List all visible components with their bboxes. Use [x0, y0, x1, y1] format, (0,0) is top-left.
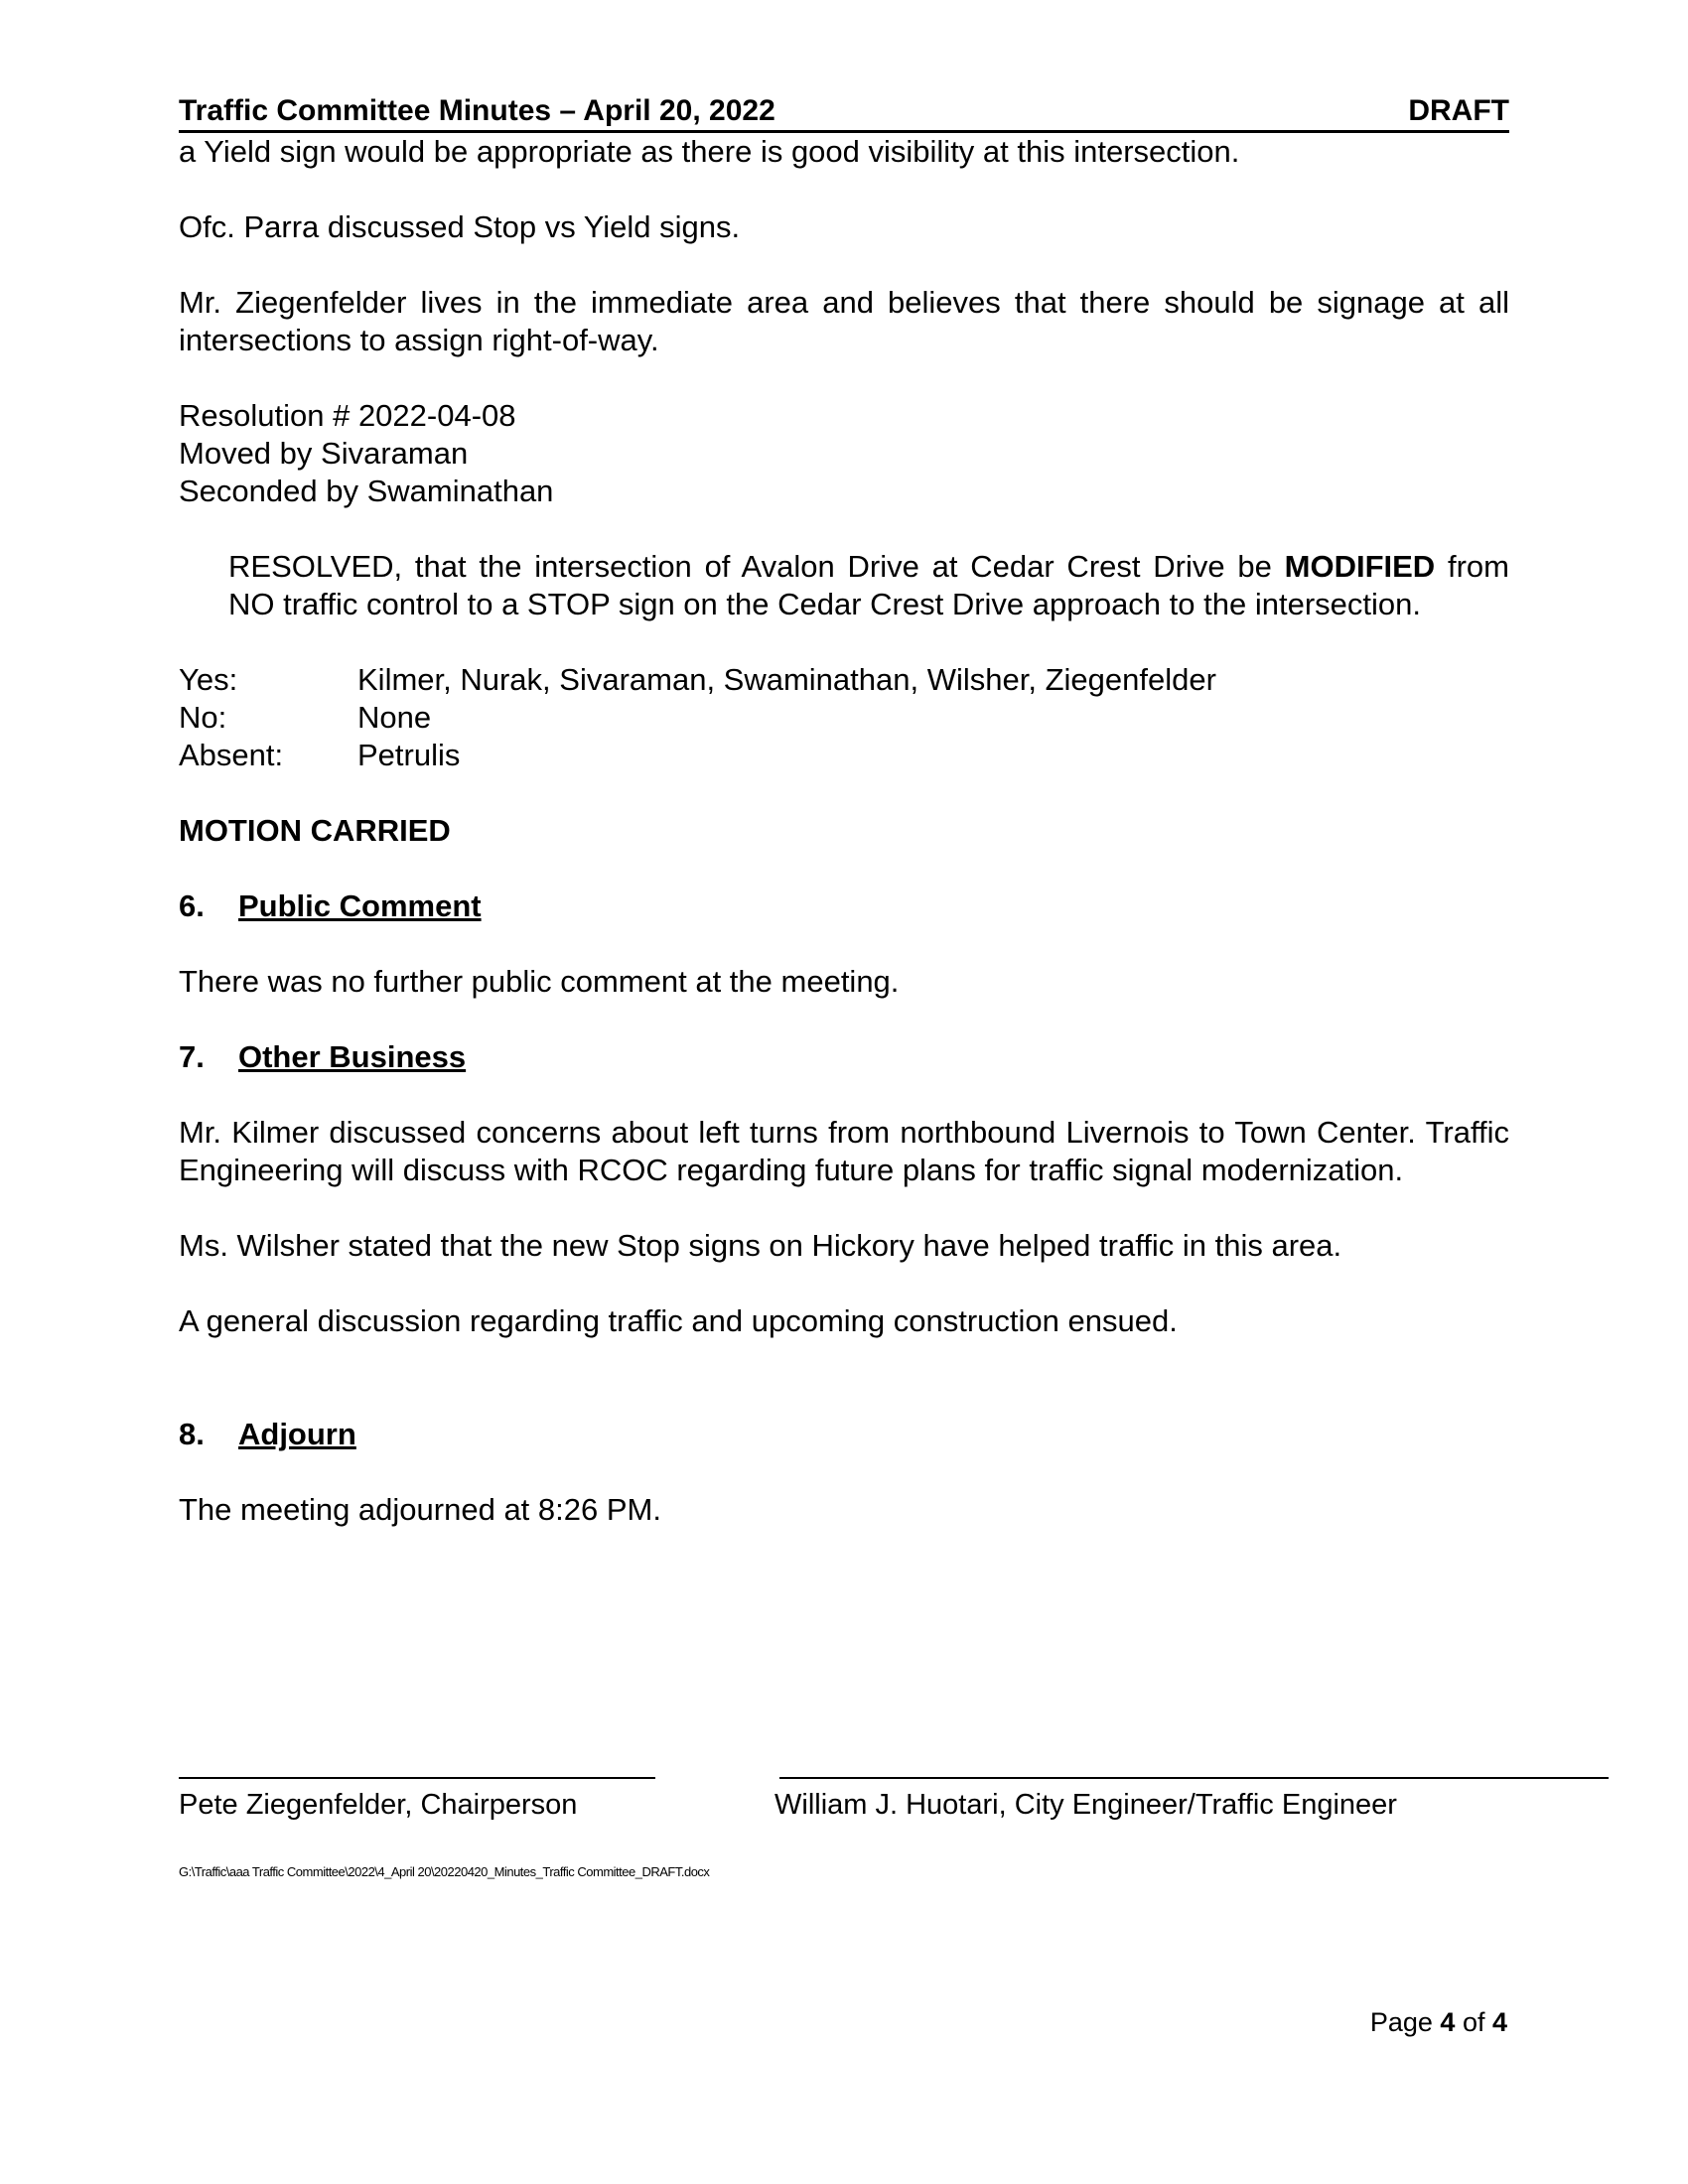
- paragraph-ziegenfelder: Mr. Ziegenfelder lives in the immediate area and believes that there should be signage at all intersections to assign right-of-way.: [179, 285, 1509, 357]
- section-7-body-general: A general discussion regarding traffic and upcoming construction ensued.: [179, 1303, 1178, 1338]
- resolution-seconded: Seconded by Swaminathan: [179, 474, 554, 508]
- vote-absent-label: Absent:: [179, 738, 284, 772]
- page-header: [179, 94, 1509, 133]
- resolution-text: [228, 548, 1509, 623]
- signature-line-chair: [179, 1777, 655, 1779]
- paragraph-yield: a Yield sign would be appropriate as there is good visibility at this intersection.: [179, 134, 1240, 169]
- vote-absent-value: Petrulis: [357, 738, 461, 772]
- vote-no: [179, 699, 1509, 737]
- page-number: 4: [1440, 2007, 1456, 2037]
- resolution-number: Resolution # 2022-04-08: [179, 398, 516, 433]
- page-total: 4: [1491, 2007, 1507, 2037]
- resolution-text-b: from NO traffic control to a STOP sign on the Cedar Crest Drive approach to the intersection.: [228, 549, 1509, 621]
- section-8-body: The meeting adjourned at 8:26 PM.: [179, 1492, 661, 1527]
- section-8-heading: [179, 1416, 1509, 1453]
- section-7-body-wilsher: Ms. Wilsher stated that the new Stop signs on Hickory have helped traffic in this area.: [179, 1228, 1342, 1263]
- page-of: of: [1455, 2007, 1492, 2037]
- signature-engineer-name: William J. Huotari, City Engineer/Traffic Engineer: [774, 1789, 1397, 1821]
- section-7-heading: [179, 1038, 1509, 1076]
- section-6-body: There was no further public comment at the meeting.: [179, 964, 900, 999]
- header-title: Traffic Committee Minutes – April 20, 2022: [179, 94, 775, 127]
- resolution-moved: Moved by Sivaraman: [179, 436, 469, 471]
- vote-absent: [179, 737, 1509, 774]
- vote-yes: [179, 661, 1509, 699]
- file-path: G:\Traffic\aaa Traffic Committee\2022\4_April 20\20220420_Minutes_Traffic Committee_DRAFT.docx: [179, 1864, 710, 1879]
- section-7-title: Other Business: [238, 1039, 467, 1074]
- section-8-title: Adjourn: [238, 1417, 356, 1451]
- section-6-number: 6.: [179, 888, 205, 923]
- resolution-text-bold: MODIFIED: [1284, 549, 1436, 584]
- document-page: [179, 94, 1509, 1529]
- section-6-title: Public Comment: [238, 888, 482, 923]
- vote-no-label: No:: [179, 700, 227, 735]
- section-7-number: 7.: [179, 1039, 205, 1074]
- vote-yes-value: Kilmer, Nurak, Sivaraman, Swaminathan, Wilsher, Ziegenfelder: [357, 662, 1216, 697]
- motion-carried: MOTION CARRIED: [179, 813, 451, 848]
- paragraph-parra: Ofc. Parra discussed Stop vs Yield signs.: [179, 209, 741, 244]
- section-6-heading: [179, 887, 1509, 925]
- vote-yes-label: Yes:: [179, 662, 238, 697]
- page-footer: [1370, 2007, 1507, 2038]
- draft-label: DRAFT: [1408, 94, 1509, 127]
- page-prefix: Page: [1369, 2007, 1441, 2037]
- signature-chair-name: Pete Ziegenfelder, Chairperson: [179, 1789, 578, 1821]
- signature-block: [179, 1777, 1509, 1837]
- vote-no-value: None: [357, 700, 432, 735]
- section-8-number: 8.: [179, 1417, 205, 1451]
- signature-line-engineer: [779, 1777, 1609, 1779]
- section-7-body-kilmer: Mr. Kilmer discussed concerns about left turns from northbound Livernois to Town Center. Traffic Engineering will discuss with RCOC regarding future plans for traffic signal modernization.: [179, 1115, 1509, 1187]
- resolution-text-a: RESOLVED, that the intersection of Avalon Drive at Cedar Crest Drive be: [228, 549, 1285, 584]
